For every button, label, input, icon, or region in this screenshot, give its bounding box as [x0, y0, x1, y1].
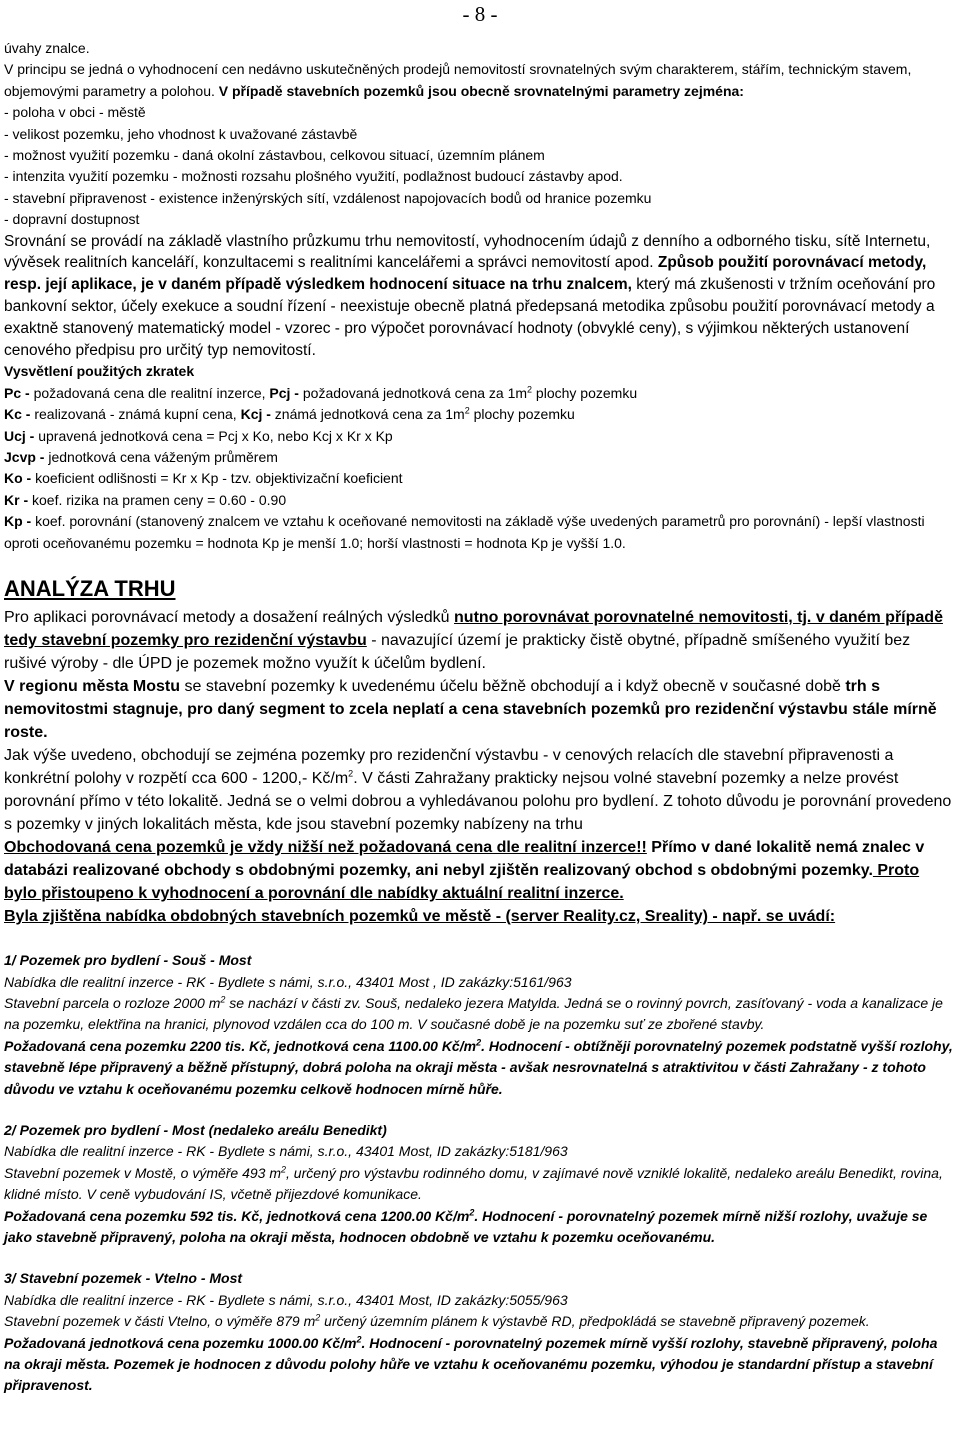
- listing: [4, 950, 954, 1100]
- analysis-paragraph-4: Obchodovaná cena pozemků je vždy nižší než požadovaná cena dle realitní inzerce!! Přímo v dané lokalitě nemá znalec v databázi realizované obchody s obdobnými pozemky, ani nebyl zjištěn realizovaný obchod s obdobnými pozemky. Proto bylo přistoupeno k vyhodnocení a porovnání dle nabídky aktuální realitní inzerce.: [4, 839, 925, 903]
- intro-line: úvahy znalce.: [4, 40, 90, 56]
- abbr-ucj: Ucj - upravená jednotková cena = Pcj x Ko, nebo Kcj x Kr x Kp: [4, 427, 393, 444]
- abbr-title: Vysvětlení použitých zkratek: [4, 363, 195, 380]
- abbr-kr: Kr - koef. rizika na pramen ceny = 0.60 - 0.90: [4, 491, 287, 508]
- page-number: - 8 -: [462, 2, 498, 26]
- listing: [4, 1120, 954, 1248]
- method-paragraph: Srovnání se provádí na základě vlastního průzkumu trhu nemovitostí, vyhodnocením údajů z denního a odborného tisku, sítě Internetu, vývěsek realitních kanceláří, konzultacemi s realitními kancelářemi a správci nemovitostí apod. Způsob použití porovnávací metody, resp. její aplikace, je v daném případě výsledkem hodnocení situace na trhu znalcem, který má zkušenosti v tržním oceňování pro bankovní sektor, účely exekuce a soudní řízení - neexistuje obecně platná předepsaná metodika způsobu použití porovnávací metody a exaktně stanovený matematický model - vzorec - pro výpočet porovnávací hodnoty (obvyklé ceny), s výjimkou některých ustanovení cenového předpisu pro určitý typ nemovitostí.: [4, 232, 936, 359]
- listing-title: 3/ Stavební pozemek - Vtelno - Most: [4, 1270, 243, 1287]
- listing-offer: Nabídka dle realitní inzerce - RK - Bydlete s námi, s.r.o., 43401 Most , ID zakázky:5161/963: [4, 973, 572, 990]
- listing-description: Stavební pozemek v části Vtelno, o výměře 879 $m^2$ určený územním plánem k výstavbě RD, předpokládá se stavebně připravený pozemek.: [4, 1312, 870, 1330]
- abbr-jcvp: Jcvp - jednotková cena váženým průměrem: [4, 449, 278, 466]
- listing-price-evaluation: Požadovaná cena pozemku 592 tis. Kč, jednotková cena 1200.00 $Kč/m^2$. Hodnocení - porovnatelný pozemek mírně nižší rozlohy, uvažuje se jako stavebně připravený, poloha na okraji města, hodnocen obdobně ve vztahu k pozemku oceňovanému.: [4, 1206, 928, 1245]
- listing-title: 2/ Pozemek pro bydlení - Most (nedaleko areálu Benedikt): [4, 1121, 387, 1138]
- analysis-paragraph-2: V regionu města Mostu se stavební pozemky k uvedenému účelu běžně obchodují a i když obecně v současné době trh s nemovitostmi stagnuje, pro daný segment to zcela neplatí a cena stavebních pozemků pro rezidenční výstavbu stále mírně roste.: [4, 678, 937, 742]
- listing-price-evaluation: Požadovaná jednotková cena pozemku 1000.00 $Kč/m^2$. Hodnocení - porovnatelný pozemek mírně vyšší rozlohy, stavebně připravený, poloha na okraji města. Pozemek je hodnocen z důvodu polohy hůře ve vztahu k oceňovanému pozemku, výhodou je standardní přístup a stavební připravenost.: [4, 1333, 938, 1394]
- abbr-kp: Kp - koef. porovnání (stanovený znalcem ve vztahu k oceňované nemovitosti na základě výše uvedených parametrů pro porovnání) - lepší vlastnosti oproti oceňovanému pozemku = hodnota Kp je menší 1.0; horší vlastnosti = hodnota Kp je vyšší 1.0.: [4, 513, 925, 551]
- document-page: [4, 38, 954, 1397]
- listing-offer: Nabídka dle realitní inzerce - RK - Bydlete s námi, s.r.o., 43401 Most, ID zakázky:5181/963: [4, 1143, 568, 1160]
- listing: [4, 1268, 954, 1396]
- analysis-paragraph-3: Jak výše uvedeno, obchodují se zejména pozemky pro rezidenční výstavbu - v cenových relacích dle stavební připravenosti a konkrétní polohy v rozpětí cca 600 - 1200,- $Kč/m^2$. V části Zahražany prakticky nejsou volné stavební pozemky a nelze provést porovnání přímo v této lokalitě. Jedná se o velmi dobrou a vyhledávanou polohu pro bydlení. Z tohoto důvodu je porovnání provedeno s pozemky v jiných lokalitách města, kde jsou stavební pozemky nabízeny na trhu: [4, 747, 952, 834]
- abbr-kc: Kc - realizovaná - známá kupní cena, Kcj - známá jednotková cena za $1m^2$ plochy pozemku: [4, 405, 575, 423]
- param-item: - poloha v obci - městě: [4, 104, 146, 121]
- param-item: - možnost využití pozemku - daná okolní zástavbou, celkovou situací, územním plánem: [4, 147, 545, 164]
- param-item: - stavební připravenost - existence inženýrských sítí, vzdálenost napojovacích bodů od hranice pozemku: [4, 189, 652, 206]
- intro-paragraph: V principu se jedná o vyhodnocení cen nedávno uskutečněných prodejů nemovitostí srovnatelných svým charakterem, stářím, technickým stavem, objemovými parametry a polohou. V případě stavebních pozemků jsou obecně srovnatelnými parametry zejména:: [4, 61, 912, 99]
- listing-description: Stavební pozemek v Mostě, o výměře 493 $m^2$, určený pro výstavbu rodinného domu, v zajímavé nově vzniklé lokalitě, nedaleko areálu Benedikt, rovina, klidné místo. V ceně vybudování IS, včetně přijezdové komunikace.: [4, 1164, 943, 1203]
- analysis-heading: ANALÝZA TRHU: [4, 576, 176, 602]
- abbr-ko: Ko - koeficient odlišnosti = Kr x Kp - tzv. objektivizační koeficient: [4, 470, 403, 487]
- listing-offer: Nabídka dle realitní inzerce - RK - Bydlete s námi, s.r.o., 43401 Most, ID zakázky:5055/963: [4, 1291, 568, 1308]
- abbr-pc: Pc - požadovaná cena dle realitní inzerce, Pcj - požadovaná jednotková cena za $1m^2$ plochy pozemku: [4, 384, 638, 401]
- param-item: - intenzita využití pozemku - možnosti rozsahu plošného využití, podlažnost budoucí zástavby apod.: [4, 168, 623, 185]
- listing-title: 1/ Pozemek pro bydlení - Souš - Most: [4, 952, 252, 969]
- listing-price-evaluation: Požadovaná cena pozemku 2200 tis. Kč, jednotková cena 1100.00 $Kč/m^2$. Hodnocení - obtížněji porovnatelný pozemek podstatně vyšší rozlohy, stavebně lépe připravený a běžně přístupný, dobrá poloha na okraji města - avšak nesrovnatelná s atraktivitou v části Zahražany - z tohoto důvodu ve vztahu k oceňovanému pozemku celkově hodnocen mírně hůře.: [4, 1037, 953, 1097]
- param-item: - dopravní dostupnost: [4, 211, 140, 228]
- analysis-paragraph-5: Byla zjištěna nabídka obdobných stavebních pozemků ve městě - (server Reality.cz, Sreality) - např. se uvádí:: [4, 908, 836, 926]
- listing-description: Stavební parcela o rozloze 2000 $m^2$ se nachází v části zv. Souš, nedaleko jezera Matylda. Jedná se o rovinný povrch, zasíťovaný - voda a kanalizace je na pozemku, elektřina na hranici, plynovod vzdálen cca do 100 m. V současné době je na pozemku suť ze zbořené stavby.: [4, 994, 943, 1033]
- analysis-paragraph-1: Pro aplikaci porovnávací metody a dosažení reálných výsledků nutno porovnávat porovnatelné nemovitosti, tj. v daném případě tedy stavební pozemky pro rezidenční výstavbu - navazující území je prakticky čistě obytné, případně smíšeného využití bez rušivé výroby - dle ÚPD je pozemek možno využít k účelům bydlení.: [4, 609, 943, 673]
- param-item: - velikost pozemku, jeho vhodnost k uvažované zástavbě: [4, 125, 358, 142]
